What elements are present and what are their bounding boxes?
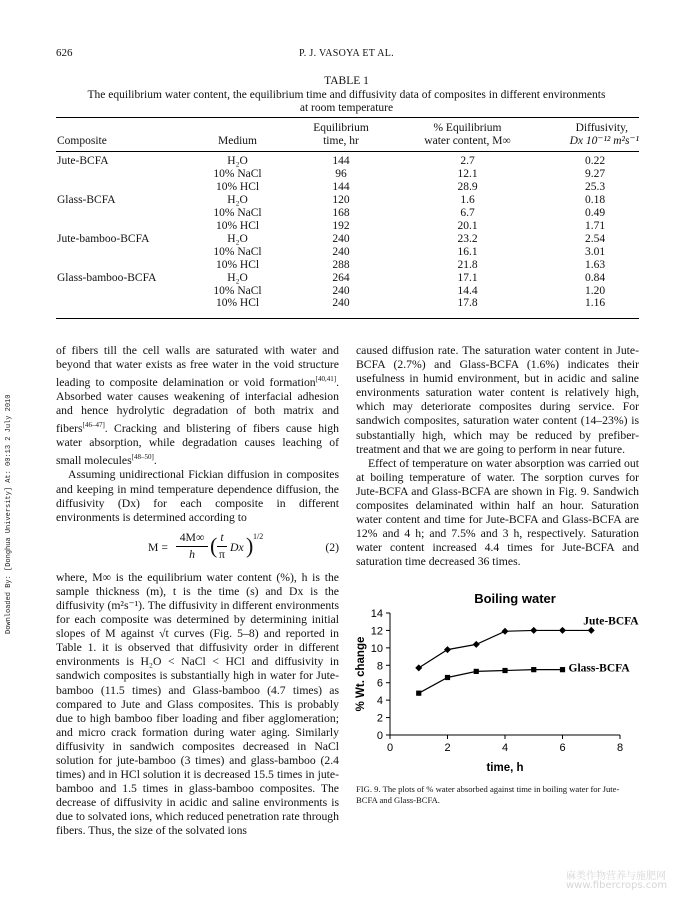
chart-title: Boiling water [474, 591, 556, 606]
cell-water-content: 2.7 [460, 155, 475, 167]
cell-diffusivity: 0.49 [584, 206, 606, 219]
cell-diffusivity: 0.18 [584, 193, 606, 206]
th-eq-time-1: Equilibrium [313, 122, 369, 134]
data-point [531, 667, 536, 672]
data-point [530, 627, 537, 634]
data-point [473, 641, 480, 648]
cell-diffusivity: 9.27 [584, 167, 606, 180]
cell-medium: 10% HCl [215, 297, 260, 310]
data-point [588, 627, 595, 634]
data-point [445, 675, 450, 680]
p1-text-b: . Absorbed water causes weakening of interfacial adhesion and hence hydrolytic degradation of both matrix and fibers [56, 376, 339, 436]
page-number: 626 [56, 47, 73, 59]
right-column [356, 344, 639, 570]
series-label-glass-bcfa: Glass-BCFA [568, 662, 630, 675]
cell-medium: 10% HCl [215, 219, 260, 232]
th-diff-1: Diffusivity, [575, 122, 628, 134]
table-header-rule [56, 151, 639, 152]
left-paragraph-3: where, M∞ is the equilibrium water content (%), h is the sample thickness (m), t is the time (s) and Dx is the diffusivity (m²s⁻¹). The diffusivity in different environments for each composite was determined by determining initial slopes of M against √t curves (Fig. 5–8) and reported in Table 1. it is observed that diffusivity order in different environments is H₂O < NaCl < HCl and diffusivity in sandwich composites is substantially high in water for Jute-bamboo (11.5 times) and Glass-bamboo (4.7 times) as compared to Jute and Glass composites. This is probably due to high bamboo fiber loading and fiber agglomeration; and micro crack formation during water aging. Similarly diffusivity in sandwich composites decreased in NaCl solution for jute-bamboo (3 times) and glass-bamboo (2.4 times) and in HCl solution it is decreased 15.5 times in jute-bamboo and 1.5 times in glass-bamboo composites. The decrease of diffusivity in acidic and saline environments is due to solvated ions, which reduced penetration rate through fibers. Thus, the size of the solvated ions [56, 570, 339, 838]
cell-medium: H₂O [227, 232, 248, 245]
eq-inner-num: t [220, 530, 224, 544]
ref-48-50: [48–50] [131, 453, 154, 462]
cell-medium: 10% HCl [215, 258, 260, 271]
data-point [474, 669, 479, 674]
cell-time: 192 [332, 219, 350, 232]
cell-time: 240 [332, 232, 350, 245]
cell-time: 264 [332, 271, 350, 284]
eq-numerator: 4M∞ [179, 530, 205, 544]
th-eq-wc-1: % Equilibrium [433, 122, 502, 134]
data-point [559, 627, 566, 634]
th-eq-time-2: time, hr [323, 135, 359, 147]
eq-lhs: M = [148, 540, 168, 554]
table-caption-line1: The equilibrium water content, the equilibrium time and diffusivity data of composites in different environments [87, 89, 606, 101]
eq-inner-den: π [219, 547, 225, 561]
y-tick-label: 2 [376, 712, 383, 725]
right-paragraph-2: Effect of temperature on water absorption was carried out at boiling temperature of water. The sorption curves for Jute-BCFA and Glass-BCFA are shown in Fig. 9. Sandwich composites delaminated within half an hour. Saturation water content and time for Jute-BCFA and Glass-BCFA are 12% and 4 h; and 7.5% and 3 h, respectively. Saturation water content increased 4.4 times for Jute-BCFA and saturation time decreased 36 times. [356, 456, 639, 569]
cell-time: 96 [335, 167, 347, 180]
x-tick-label: 0 [386, 742, 394, 754]
y-tick-label: 4 [376, 695, 383, 708]
cell-medium: 10% NaCl [213, 245, 262, 258]
cell-diffusivity: 1.71 [584, 219, 606, 232]
watermark-chinese: 麻类作物营养与施肥网 [566, 871, 666, 882]
eq-fraction-bar [176, 546, 208, 547]
cell-diffusivity: 2.54 [584, 232, 606, 245]
th-diff-2: Dx 10⁻¹² m²s⁻¹ [569, 135, 639, 147]
y-tick-label: 0 [376, 730, 383, 742]
table-label: TABLE 1 [324, 75, 369, 87]
cell-water-content: 6.7 [460, 206, 475, 219]
cell-time: 240 [332, 284, 350, 297]
cell-composite: Jute-BCFA [57, 155, 109, 167]
cell-water-content: 14.4 [457, 284, 478, 297]
cell-water-content: 21.8 [457, 258, 478, 271]
y-axis-label: % Wt. change [355, 636, 367, 712]
eq-open-paren: ( [210, 532, 218, 558]
table-caption-line2: at room temperature [299, 102, 394, 114]
eq-exponent: 1/2 [253, 531, 264, 541]
eq-number: (2) [325, 540, 339, 554]
cell-time: 288 [332, 258, 350, 271]
running-title: P. J. VASOYA ET AL. [299, 48, 394, 59]
cell-diffusivity: 1.20 [584, 284, 606, 297]
cell-medium: 10% NaCl [213, 167, 262, 180]
data-point [560, 667, 565, 672]
cell-medium: 10% NaCl [213, 206, 262, 219]
cell-water-content: 12.1 [457, 167, 478, 180]
y-tick-label: 6 [376, 677, 383, 690]
eq-inner-bar [217, 546, 227, 547]
cell-diffusivity: 1.16 [584, 297, 606, 310]
watermark-url: www.fibercrops.com [566, 880, 668, 891]
cell-composite: Glass-BCFA [57, 193, 116, 206]
cell-water-content: 17.1 [457, 271, 478, 284]
cell-diffusivity: 0.84 [584, 271, 606, 284]
y-tick-label: 8 [376, 660, 383, 673]
cell-diffusivity: 1.63 [584, 258, 606, 271]
cell-water-content: 17.8 [457, 297, 478, 310]
y-tick-label: 12 [370, 625, 383, 638]
cell-water-content: 1.6 [460, 193, 475, 206]
x-axis-label: time, h [486, 762, 524, 774]
cell-medium: H₂O [227, 271, 248, 284]
table-bottom-rule [56, 318, 639, 319]
cell-medium: 10% HCl [215, 180, 260, 193]
series-line-glass-bcfa [419, 670, 563, 694]
y-tick-label: 14 [370, 608, 383, 620]
figure-9-caption: FIG. 9. The plots of % water absorbed against time in boiling water for Jute-BCFA and Glass-BCFA. [356, 784, 620, 805]
cell-composite: Jute-bamboo-BCFA [57, 232, 150, 245]
series-label-jute-bcfa: Jute-BCFA [583, 615, 639, 628]
y-tick-label: 10 [370, 642, 383, 655]
left-paragraph-2: Assuming unidirectional Fickian diffusion in composites and keeping in mind temperature dependence diffusion, the diffusivity (Dx) for each composite in different environments is determined according to [56, 468, 339, 524]
left-paragraph-1 [56, 344, 339, 468]
x-tick-label: 8 [616, 742, 624, 754]
figure-9-chart [352, 585, 642, 780]
eq-denominator: h [189, 547, 195, 561]
data-point [502, 628, 509, 635]
data-point [444, 646, 451, 653]
cell-composite: Glass-bamboo-BCFA [57, 271, 157, 284]
cell-medium: H₂O [227, 193, 248, 206]
cell-water-content: 20.1 [457, 219, 478, 232]
x-tick-label: 2 [444, 742, 451, 754]
cell-time: 144 [332, 155, 350, 167]
th-eq-wc-2: water content, M∞ [424, 135, 511, 147]
p1-text-d: . [153, 454, 157, 468]
th-medium: Medium [218, 135, 257, 147]
x-tick-label: 6 [559, 742, 566, 754]
left-column [56, 344, 339, 839]
ref-46-47: [46–47] [82, 421, 105, 430]
table-top-rule [56, 117, 639, 118]
cell-diffusivity: 3.01 [584, 245, 606, 258]
cell-water-content: 23.2 [457, 232, 478, 245]
equation-2 [56, 527, 339, 569]
data-point [415, 664, 422, 671]
download-stamp: Downloaded By: [Donghua University] At: 00:13 2 July 2010 [5, 394, 13, 634]
cell-time: 120 [332, 193, 350, 206]
cell-water-content: 16.1 [457, 245, 478, 258]
eq-close-paren: ) [246, 532, 254, 558]
x-tick-label: 4 [501, 742, 509, 754]
cell-diffusivity: 0.22 [584, 155, 606, 167]
cell-medium: 10% NaCl [213, 284, 262, 297]
cell-water-content: 28.9 [457, 180, 478, 193]
p1-text-c: . Cracking and blistering of fibers cause high water absorption, while degradation causes leaching of small molecules [56, 422, 339, 468]
eq-dx: Dx [230, 540, 244, 554]
cell-diffusivity: 25.3 [584, 180, 606, 193]
p1-text-a: of fibers till the cell walls are saturated with water and beyond that water exists as free water in the void structure leading to composite delamination or void formation [56, 344, 339, 390]
cell-time: 168 [332, 206, 350, 219]
th-composite: Composite [57, 135, 107, 147]
ref-40-41: [40,41] [315, 375, 337, 384]
cell-medium: H₂O [227, 155, 248, 167]
data-point [416, 691, 421, 696]
right-paragraph-1: caused diffusion rate. The saturation water content in Jute-BCFA (2.7%) and Glass-BCFA (1.6%) indicates their usefulness in humid environment, but in acidic and saline environments saturation water content is relatively high, which may deteriorate composites during service. For sandwich composites, saturation water content (14–23%) is substantially high, which may be reduced by prefiber-treatment and that we are going to perform in near future. [356, 344, 639, 456]
cell-time: 144 [332, 180, 350, 193]
data-point [502, 668, 507, 673]
cell-time: 240 [332, 245, 350, 258]
cell-time: 240 [332, 297, 350, 310]
